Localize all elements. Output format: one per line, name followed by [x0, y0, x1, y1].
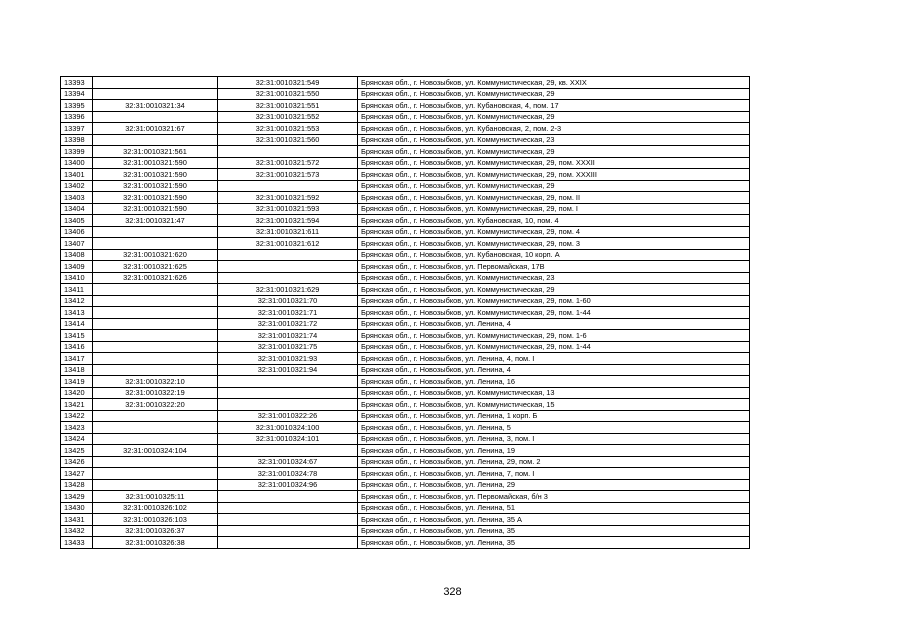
new-cadastral-number-cell: 32:31:0010321:71: [218, 307, 358, 319]
table-row: [61, 272, 750, 284]
row-number-cell: 13407: [61, 238, 93, 250]
old-cadastral-number-cell: 32:31:0010321:620: [93, 249, 218, 261]
old-cadastral-number-cell: [93, 111, 218, 123]
table-row: [61, 330, 750, 342]
old-cadastral-number-cell: [93, 238, 218, 250]
row-number-cell: 13395: [61, 100, 93, 112]
old-cadastral-number-cell: 32:31:0010324:104: [93, 445, 218, 457]
address-cell: Брянская обл., г. Новозыбков, ул. Коммунистическая, 29, пом. 3: [358, 238, 750, 250]
table-row: [61, 502, 750, 514]
table-row: [61, 537, 750, 549]
row-number-cell: 13426: [61, 456, 93, 468]
new-cadastral-number-cell: [218, 146, 358, 158]
row-number-cell: 13429: [61, 491, 93, 503]
old-cadastral-number-cell: [93, 341, 218, 353]
new-cadastral-number-cell: 32:31:0010321:611: [218, 226, 358, 238]
table-row: [61, 307, 750, 319]
new-cadastral-number-cell: [218, 261, 358, 273]
table-row: [61, 111, 750, 123]
table-row: [61, 238, 750, 250]
address-cell: Брянская обл., г. Новозыбков, ул. Коммунистическая, 29: [358, 180, 750, 192]
address-cell: Брянская обл., г. Новозыбков, ул. Коммунистическая, 29, пом. 1-44: [358, 307, 750, 319]
new-cadastral-number-cell: 32:31:0010321:594: [218, 215, 358, 227]
old-cadastral-number-cell: 32:31:0010321:590: [93, 192, 218, 204]
table-row: [61, 77, 750, 89]
row-number-cell: 13423: [61, 422, 93, 434]
table-row: [61, 226, 750, 238]
row-number-cell: 13416: [61, 341, 93, 353]
address-cell: Брянская обл., г. Новозыбков, ул. Коммунистическая, 29, пом. XXXII: [358, 157, 750, 169]
row-number-cell: 13424: [61, 433, 93, 445]
new-cadastral-number-cell: [218, 272, 358, 284]
address-cell: Брянская обл., г. Новозыбков, ул. Ленина, 5: [358, 422, 750, 434]
address-cell: Брянская обл., г. Новозыбков, ул. Первомайская, 17В: [358, 261, 750, 273]
row-number-cell: 13427: [61, 468, 93, 480]
row-number-cell: 13417: [61, 353, 93, 365]
address-cell: Брянская обл., г. Новозыбков, ул. Ленина, 4: [358, 318, 750, 330]
table-row: [61, 353, 750, 365]
table-row: [61, 456, 750, 468]
address-cell: Брянская обл., г. Новозыбков, ул. Ленина, 3, пом. I: [358, 433, 750, 445]
row-number-cell: 13432: [61, 525, 93, 537]
table-row: [61, 491, 750, 503]
table-row: [61, 376, 750, 388]
new-cadastral-number-cell: 32:31:0010321:593: [218, 203, 358, 215]
old-cadastral-number-cell: [93, 134, 218, 146]
new-cadastral-number-cell: 32:31:0010324:100: [218, 422, 358, 434]
row-number-cell: 13411: [61, 284, 93, 296]
new-cadastral-number-cell: [218, 502, 358, 514]
cadastral-table: [60, 76, 750, 549]
new-cadastral-number-cell: 32:31:0010321:549: [218, 77, 358, 89]
table-row: [61, 100, 750, 112]
new-cadastral-number-cell: 32:31:0010321:552: [218, 111, 358, 123]
row-number-cell: 13408: [61, 249, 93, 261]
table-row: [61, 341, 750, 353]
new-cadastral-number-cell: [218, 180, 358, 192]
row-number-cell: 13413: [61, 307, 93, 319]
old-cadastral-number-cell: [93, 77, 218, 89]
old-cadastral-number-cell: [93, 364, 218, 376]
old-cadastral-number-cell: [93, 479, 218, 491]
address-cell: Брянская обл., г. Новозыбков, ул. Коммунистическая, 29, пом. 1-60: [358, 295, 750, 307]
old-cadastral-number-cell: 32:31:0010321:590: [93, 169, 218, 181]
old-cadastral-number-cell: [93, 468, 218, 480]
new-cadastral-number-cell: 32:31:0010324:67: [218, 456, 358, 468]
table-row: [61, 146, 750, 158]
new-cadastral-number-cell: 32:31:0010321:94: [218, 364, 358, 376]
old-cadastral-number-cell: 32:31:0010321:561: [93, 146, 218, 158]
table-row: [61, 410, 750, 422]
address-cell: Брянская обл., г. Новозыбков, ул. Ленина, 35 А: [358, 514, 750, 526]
new-cadastral-number-cell: 32:31:0010321:551: [218, 100, 358, 112]
address-cell: Брянская обл., г. Новозыбков, ул. Ленина, 29: [358, 479, 750, 491]
table-row: [61, 468, 750, 480]
address-cell: Брянская обл., г. Новозыбков, ул. Коммунистическая, 29: [358, 146, 750, 158]
row-number-cell: 13414: [61, 318, 93, 330]
old-cadastral-number-cell: [93, 433, 218, 445]
row-number-cell: 13398: [61, 134, 93, 146]
new-cadastral-number-cell: [218, 525, 358, 537]
old-cadastral-number-cell: [93, 410, 218, 422]
new-cadastral-number-cell: 32:31:0010324:96: [218, 479, 358, 491]
new-cadastral-number-cell: 32:31:0010321:74: [218, 330, 358, 342]
row-number-cell: 13393: [61, 77, 93, 89]
old-cadastral-number-cell: 32:31:0010321:590: [93, 157, 218, 169]
row-number-cell: 13420: [61, 387, 93, 399]
old-cadastral-number-cell: 32:31:0010322:10: [93, 376, 218, 388]
address-cell: Брянская обл., г. Новозыбков, ул. Коммунистическая, 29: [358, 284, 750, 296]
old-cadastral-number-cell: 32:31:0010326:38: [93, 537, 218, 549]
page-number: 328: [443, 586, 462, 598]
address-cell: Брянская обл., г. Новозыбков, ул. Кубановская, 2, пом. 2-3: [358, 123, 750, 135]
row-number-cell: 13397: [61, 123, 93, 135]
table-row: [61, 445, 750, 457]
row-number-cell: 13415: [61, 330, 93, 342]
old-cadastral-number-cell: 32:31:0010321:47: [93, 215, 218, 227]
address-cell: Брянская обл., г. Новозыбков, ул. Коммунистическая, 23: [358, 272, 750, 284]
old-cadastral-number-cell: [93, 456, 218, 468]
address-cell: Брянская обл., г. Новозыбков, ул. Ленина, 29, пом. 2: [358, 456, 750, 468]
table-row: [61, 180, 750, 192]
address-cell: Брянская обл., г. Новозыбков, ул. Первомайская, б/н 3: [358, 491, 750, 503]
new-cadastral-number-cell: 32:31:0010321:70: [218, 295, 358, 307]
old-cadastral-number-cell: 32:31:0010321:34: [93, 100, 218, 112]
table-body: [61, 77, 750, 549]
table-row: [61, 192, 750, 204]
address-cell: Брянская обл., г. Новозыбков, ул. Ленина, 1 корп. Б: [358, 410, 750, 422]
address-cell: Брянская обл., г. Новозыбков, ул. Коммунистическая, 29, пом. 4: [358, 226, 750, 238]
row-number-cell: 13402: [61, 180, 93, 192]
row-number-cell: 13403: [61, 192, 93, 204]
table-row: [61, 249, 750, 261]
old-cadastral-number-cell: 32:31:0010326:37: [93, 525, 218, 537]
row-number-cell: 13431: [61, 514, 93, 526]
address-cell: Брянская обл., г. Новозыбков, ул. Коммунистическая, 29, пом. II: [358, 192, 750, 204]
new-cadastral-number-cell: [218, 399, 358, 411]
address-cell: Брянская обл., г. Новозыбков, ул. Ленина, 19: [358, 445, 750, 457]
row-number-cell: 13394: [61, 88, 93, 100]
table-row: [61, 479, 750, 491]
address-cell: Брянская обл., г. Новозыбков, ул. Коммунистическая, 29, пом. 1-44: [358, 341, 750, 353]
row-number-cell: 13418: [61, 364, 93, 376]
new-cadastral-number-cell: 32:31:0010321:572: [218, 157, 358, 169]
row-number-cell: 13422: [61, 410, 93, 422]
table-row: [61, 123, 750, 135]
table-row: [61, 387, 750, 399]
table-row: [61, 215, 750, 227]
new-cadastral-number-cell: 32:31:0010321:553: [218, 123, 358, 135]
new-cadastral-number-cell: 32:31:0010321:550: [218, 88, 358, 100]
new-cadastral-number-cell: 32:31:0010321:612: [218, 238, 358, 250]
row-number-cell: 13425: [61, 445, 93, 457]
old-cadastral-number-cell: [93, 295, 218, 307]
new-cadastral-number-cell: 32:31:0010324:101: [218, 433, 358, 445]
row-number-cell: 13400: [61, 157, 93, 169]
row-number-cell: 13399: [61, 146, 93, 158]
old-cadastral-number-cell: [93, 284, 218, 296]
address-cell: Брянская обл., г. Новозыбков, ул. Коммунистическая, 29, пом. XXXIII: [358, 169, 750, 181]
new-cadastral-number-cell: 32:31:0010321:75: [218, 341, 358, 353]
table-row: [61, 134, 750, 146]
old-cadastral-number-cell: 32:31:0010321:626: [93, 272, 218, 284]
table-row: [61, 169, 750, 181]
address-cell: Брянская обл., г. Новозыбков, ул. Кубановская, 4, пом. 17: [358, 100, 750, 112]
new-cadastral-number-cell: 32:31:0010324:78: [218, 468, 358, 480]
row-number-cell: 13410: [61, 272, 93, 284]
row-number-cell: 13421: [61, 399, 93, 411]
row-number-cell: 13405: [61, 215, 93, 227]
row-number-cell: 13396: [61, 111, 93, 123]
table-row: [61, 399, 750, 411]
new-cadastral-number-cell: 32:31:0010321:72: [218, 318, 358, 330]
address-cell: Брянская обл., г. Новозыбков, ул. Ленина, 35: [358, 537, 750, 549]
old-cadastral-number-cell: 32:31:0010321:590: [93, 180, 218, 192]
address-cell: Брянская обл., г. Новозыбков, ул. Ленина, 16: [358, 376, 750, 388]
new-cadastral-number-cell: [218, 491, 358, 503]
old-cadastral-number-cell: [93, 353, 218, 365]
address-cell: Брянская обл., г. Новозыбков, ул. Коммунистическая, 29, пом. I: [358, 203, 750, 215]
old-cadastral-number-cell: 32:31:0010326:103: [93, 514, 218, 526]
table-row: [61, 88, 750, 100]
new-cadastral-number-cell: [218, 514, 358, 526]
old-cadastral-number-cell: 32:31:0010325:11: [93, 491, 218, 503]
table-row: [61, 157, 750, 169]
table-row: [61, 525, 750, 537]
new-cadastral-number-cell: 32:31:0010321:573: [218, 169, 358, 181]
row-number-cell: 13430: [61, 502, 93, 514]
table-row: [61, 203, 750, 215]
address-cell: Брянская обл., г. Новозыбков, ул. Ленина, 4: [358, 364, 750, 376]
old-cadastral-number-cell: 32:31:0010321:67: [93, 123, 218, 135]
address-cell: Брянская обл., г. Новозыбков, ул. Коммунистическая, 29, кв. XXIX: [358, 77, 750, 89]
new-cadastral-number-cell: 32:31:0010321:592: [218, 192, 358, 204]
address-cell: Брянская обл., г. Новозыбков, ул. Ленина, 35: [358, 525, 750, 537]
table-row: [61, 514, 750, 526]
address-cell: Брянская обл., г. Новозыбков, ул. Коммунистическая, 13: [358, 387, 750, 399]
address-cell: Брянская обл., г. Новозыбков, ул. Коммунистическая, 29: [358, 88, 750, 100]
table-row: [61, 284, 750, 296]
table-row: [61, 295, 750, 307]
row-number-cell: 13419: [61, 376, 93, 388]
old-cadastral-number-cell: [93, 88, 218, 100]
address-cell: Брянская обл., г. Новозыбков, ул. Коммунистическая, 15: [358, 399, 750, 411]
new-cadastral-number-cell: 32:31:0010322:26: [218, 410, 358, 422]
new-cadastral-number-cell: [218, 249, 358, 261]
address-cell: Брянская обл., г. Новозыбков, ул. Кубановская, 10 корп. А: [358, 249, 750, 261]
row-number-cell: 13428: [61, 479, 93, 491]
old-cadastral-number-cell: [93, 422, 218, 434]
new-cadastral-number-cell: 32:31:0010321:93: [218, 353, 358, 365]
new-cadastral-number-cell: 32:31:0010321:629: [218, 284, 358, 296]
old-cadastral-number-cell: 32:31:0010322:19: [93, 387, 218, 399]
row-number-cell: 13412: [61, 295, 93, 307]
new-cadastral-number-cell: 32:31:0010321:560: [218, 134, 358, 146]
old-cadastral-number-cell: [93, 330, 218, 342]
table-row: [61, 261, 750, 273]
address-cell: Брянская обл., г. Новозыбков, ул. Ленина, 4, пом. I: [358, 353, 750, 365]
table-row: [61, 364, 750, 376]
old-cadastral-number-cell: 32:31:0010321:625: [93, 261, 218, 273]
old-cadastral-number-cell: [93, 226, 218, 238]
address-cell: Брянская обл., г. Новозыбков, ул. Кубановская, 10, пом. 4: [358, 215, 750, 227]
row-number-cell: 13404: [61, 203, 93, 215]
row-number-cell: 13409: [61, 261, 93, 273]
address-cell: Брянская обл., г. Новозыбков, ул. Коммунистическая, 23: [358, 134, 750, 146]
table-row: [61, 433, 750, 445]
address-cell: Брянская обл., г. Новозыбков, ул. Ленина, 51: [358, 502, 750, 514]
row-number-cell: 13401: [61, 169, 93, 181]
new-cadastral-number-cell: [218, 376, 358, 388]
new-cadastral-number-cell: [218, 445, 358, 457]
address-cell: Брянская обл., г. Новозыбков, ул. Коммунистическая, 29: [358, 111, 750, 123]
row-number-cell: 13433: [61, 537, 93, 549]
row-number-cell: 13406: [61, 226, 93, 238]
old-cadastral-number-cell: 32:31:0010322:20: [93, 399, 218, 411]
old-cadastral-number-cell: 32:31:0010321:590: [93, 203, 218, 215]
old-cadastral-number-cell: 32:31:0010326:102: [93, 502, 218, 514]
old-cadastral-number-cell: [93, 318, 218, 330]
new-cadastral-number-cell: [218, 537, 358, 549]
table-row: [61, 318, 750, 330]
address-cell: Брянская обл., г. Новозыбков, ул. Коммунистическая, 29, пом. 1-6: [358, 330, 750, 342]
table-row: [61, 422, 750, 434]
new-cadastral-number-cell: [218, 387, 358, 399]
old-cadastral-number-cell: [93, 307, 218, 319]
address-cell: Брянская обл., г. Новозыбков, ул. Ленина, 7, пом. I: [358, 468, 750, 480]
